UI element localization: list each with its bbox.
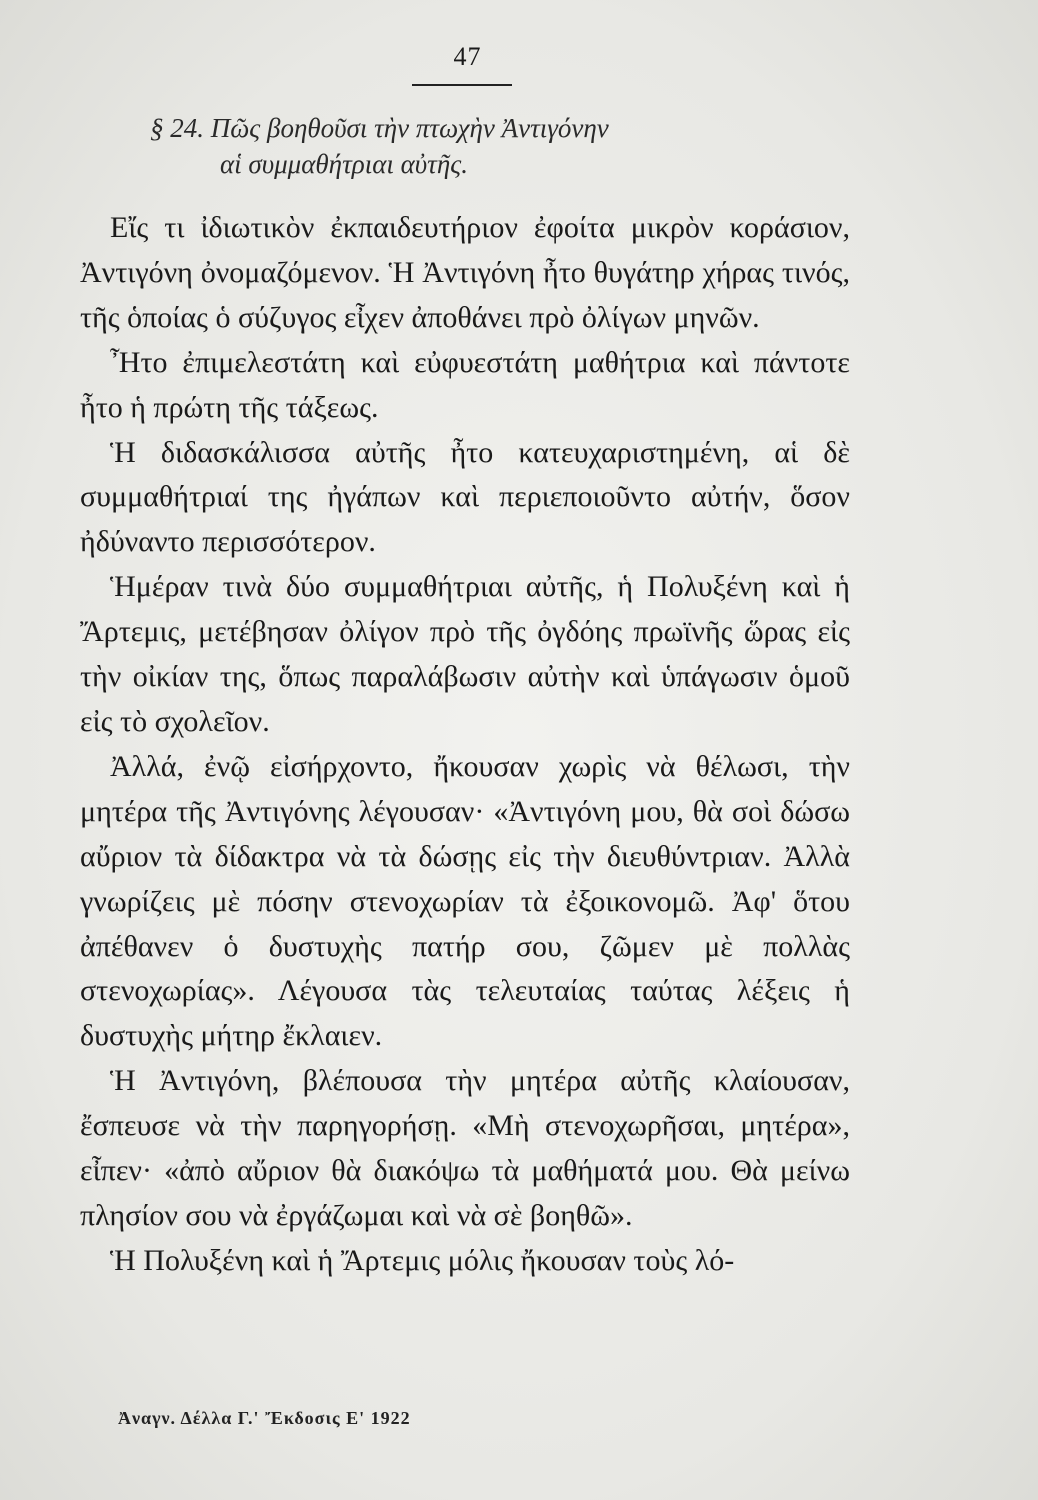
paragraph: Ἦτο ἐπιμελεστάτη καὶ εὐφυεστάτη μαθήτρια καὶ πάντοτε ἦτο ἡ πρώτη τῆς τάξεως. <box>80 345 850 424</box>
paragraph: Ἡ Ἀντιγόνη, βλέπουσα τὴν μητέρα αὐτῆς κλαίουσαν, ἔσπευσε νὰ τὴν παρηγορήσῃ. «Μὴ στενοχωρῆσαι, μητέρα», εἶπεν· «ἀπὸ αὔριον θὰ διακόψω τὰ μαθήματά μου. Θὰ μείνω πλησίον σου νὰ ἐργάζωμαι καὶ νὰ σὲ βοηθῶ». <box>80 1064 850 1232</box>
page-number: 47 <box>453 42 482 71</box>
paragraph: Ἡμέραν τινὰ δύο συμμαθήτριαι αὐτῆς, ἡ Πολυξένη καὶ ἡ Ἄρτεμις, μετέβησαν ὀλίγον πρὸ τῆς ὀγδόης πρωϊνῆς ὥρας εἰς τὴν οἰκίαν της, ὅπως παραλάβωσιν αὐτὴν καὶ ὑπάγωσιν ὁμοῦ εἰς τὸ σχολεῖον. <box>80 570 850 738</box>
paragraph: Ἡ διδασκάλισσα αὐτῆς ἦτο κατευχαριστημένη, αἱ δὲ συμμαθήτριαί της ἠγάπων καὶ περιεποιοῦντο αὐτήν, ὅσον ἠδύναντο περισσότερον. <box>80 435 850 559</box>
paragraph: Ἀλλά, ἐνῷ εἰσήρχοντο, ἤκουσαν χωρὶς νὰ θέλωσι, τὴν μητέρα τῆς Ἀντιγόνης λέγουσαν· «Ἀντιγόνη μου, θὰ σοὶ δώσω αὔριον τὰ δίδακτρα νὰ τὰ δώσῃς εἰς τὴν διευθύντριαν. Ἀλλὰ γνωρίζεις μὲ πόσην στενοχωρίαν τὰ ἐξοικονομῶ. Ἀφ' ὅτου ἀπέθανεν ὁ δυστυχὴς πατήρ σου, ζῶμεν μὲ πολλὰς στενοχωρίας». Λέγουσα τὰς τελευταίας ταύτας λέξεις ἡ δυστυχὴς μήτηρ ἔκλαιεν. <box>80 749 850 1053</box>
body-text <box>80 206 850 1284</box>
paragraph: Εἴς τι ἰδιωτικὸν ἐκπαιδευτήριον ἐφοίτα μικρὸν κοράσιον, Ἀντιγόνη ὀνομαζόμενον. Ἡ Ἀντιγόνη ἦτο θυγάτηρ χήρας τινός, τῆς ὁποίας ὁ σύζυγος εἶχεν ἀποθάνει πρὸ ὀλίγων μηνῶν. <box>80 211 850 334</box>
section-heading-line-2: αἱ συμμαθήτριαι αὐτῆς. <box>220 149 468 179</box>
printer-signature-footer: Ἀναγν. Δέλλα Γ.' Ἔκδοσις Ε' 1922 <box>118 1408 411 1428</box>
section-heading-line-1: § 24. Πῶς βοηθοῦσι τὴν πτωχὴν Ἀντιγόνην <box>150 113 609 143</box>
page-number-rule <box>412 84 512 86</box>
section-heading <box>150 110 850 182</box>
paragraph: Ἡ Πολυξένη καὶ ἡ Ἄρτεμις μόλις ἤκουσαν τοὺς λό- <box>110 1243 735 1277</box>
